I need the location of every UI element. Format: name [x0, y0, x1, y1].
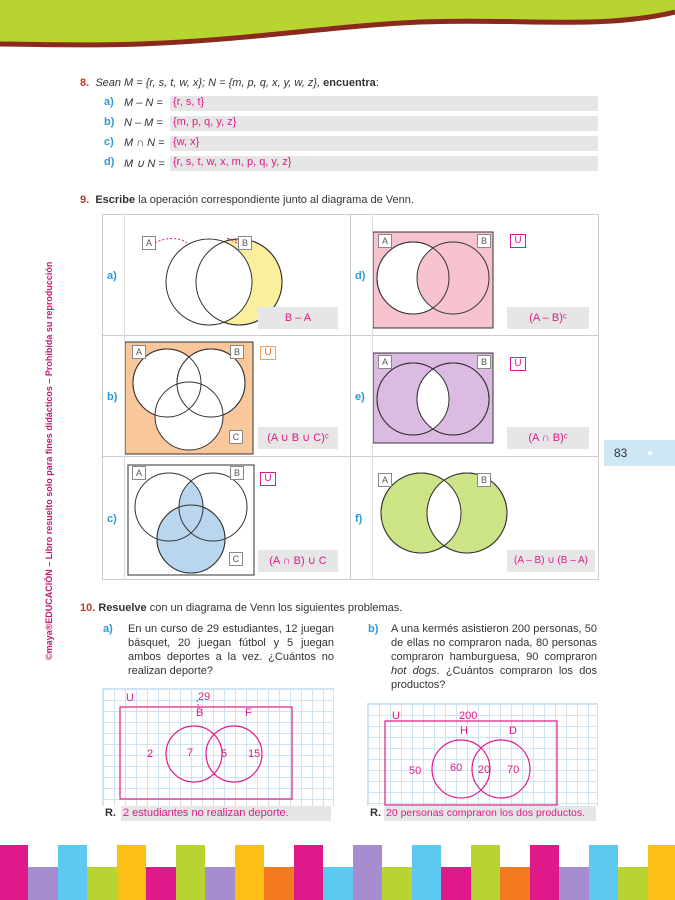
q9-answer-e[interactable]: (A ∩ B)ᶜ [507, 427, 589, 449]
set-label-b: B [477, 473, 491, 487]
set-label-b: B [477, 355, 491, 369]
set-label-b: B [230, 466, 244, 480]
header-wave [0, 0, 675, 50]
set-label-c: C [229, 430, 243, 444]
q10-b-answer-row: R. 20 personas compraron los dos productos. [367, 806, 598, 821]
set-label-b: B [477, 234, 491, 248]
set-label-a: A [378, 234, 392, 248]
universe-label: U [260, 472, 276, 486]
set-label-b: B [238, 236, 252, 250]
page-number-tab [604, 440, 675, 466]
q9-answer-a[interactable]: B – A [258, 307, 338, 329]
page-number: 83 [614, 446, 628, 460]
q9-answer-d[interactable]: (A – B)ᶜ [507, 307, 589, 329]
set-label-a: A [132, 466, 146, 480]
q9-label-d: d) [355, 270, 366, 282]
set-label-d: D [509, 725, 517, 737]
q10-b-only-d: 70 [507, 764, 520, 776]
question-8: 8. Sean M = {r, s, t, w, x}; N = {m, p, q, x, y, w, z}, encuentra: [80, 77, 379, 89]
q10-b-total: 200 [459, 710, 478, 722]
q10-a-venn [102, 688, 334, 808]
set-label-c: C [229, 552, 243, 566]
set-label-f: F [245, 707, 252, 719]
q8-item: d) M ∪ N = {r, s, t, w, x, m, p, q, y, z} [104, 156, 598, 172]
q9-label-c: c) [107, 513, 117, 525]
q9-label-a: a) [107, 270, 117, 282]
universe-label: U [260, 346, 276, 360]
q8-answer[interactable]: {r, s, t} [170, 96, 598, 111]
q8-item: c) M ∩ N = {w, x} [104, 136, 598, 152]
q10-b-venn [367, 703, 598, 807]
q10-a-answer-row: R. 2 estudiantes no realizan deporte. [102, 806, 334, 821]
q9-label-e: e) [355, 391, 365, 403]
q8-item: a) M – N = {r, s, t} [104, 96, 598, 112]
q10-label-b: b) [368, 623, 379, 635]
page-dot [648, 451, 652, 455]
q9-answer-c[interactable]: (A ∩ B) ∪ C [258, 550, 338, 572]
q10-b-answer[interactable]: 20 personas compraron los dos productos. [384, 806, 596, 821]
q9-answer-f[interactable]: (A – B) ∪ (B – A) [507, 550, 595, 572]
set-label-h: H [460, 725, 468, 737]
set-label-b: B [196, 707, 204, 719]
q10-b-text: A una kermés asistieron 200 personas, 50 de ellas no compraron nada, 80 personas compraron hamburguesa, 90 compraron hot dogs. ¿Cuántos compraron los dos productos? [391, 623, 597, 691]
q8-answer[interactable]: {r, s, t, w, x, m, p, q, y, z} [170, 156, 598, 171]
q10-a-both: 5 [221, 748, 228, 760]
footer-stripes [0, 845, 675, 900]
universe-label: U [126, 692, 134, 704]
q8-answer[interactable]: {w, x} [170, 136, 598, 151]
set-label-a: A [142, 236, 156, 250]
q9-answer-b[interactable]: (A ∪ B ∪ C)ᶜ [258, 427, 338, 449]
q9-label-f: f) [355, 513, 363, 525]
q10-b-both: 20 [478, 764, 491, 776]
q8-item: b) N – M = {m, p, q, y, z} [104, 116, 598, 132]
set-label-b: B [230, 345, 244, 359]
universe-label: U [510, 357, 526, 371]
question-9: 9. Escribe la operación correspondiente junto al diagrama de Venn. [80, 194, 414, 206]
copyright-side-text: ©maya®EDUCACIÓN – Libro resuelto solo para fines didácticos – Prohibida su reproducción [44, 261, 54, 660]
q10-b-outside: 50 [409, 765, 422, 777]
q8-number: 8. [80, 77, 90, 89]
q8-answer[interactable]: {m, p, q, y, z} [170, 116, 598, 131]
set-label-a: A [132, 345, 146, 359]
q10-label-a: a) [103, 623, 113, 635]
q10-a-only-b: 7 [187, 747, 194, 759]
q10-a-text: En un curso de 29 estudiantes, 12 juegan básquet, 20 juegan fútbol y 5 juegan ambos deportes a la vez. ¿Cuántos no realizan deporte? [128, 623, 334, 677]
question-10: 10. Resuelve con un diagrama de Venn los siguientes problemas. [80, 602, 403, 614]
set-label-a: A [378, 355, 392, 369]
q10-a-outside: 2 [147, 748, 154, 760]
universe-label: U [392, 710, 400, 722]
q9-label-b: b) [107, 391, 118, 403]
set-label-a: A [378, 473, 392, 487]
q10-a-total: 29 [198, 691, 211, 703]
q10-b-only-h: 60 [450, 762, 463, 774]
q8-prompt: Sean M = {r, s, t, w, x}; N = {m, p, q, x, y, w, z}, [95, 77, 321, 89]
universe-label: U [510, 234, 526, 248]
q10-a-only-f: 15 [248, 748, 261, 760]
q10-a-answer[interactable]: 2 estudiantes no realizan deporte. [121, 806, 331, 821]
q8-prompt-bold: encuentra [323, 77, 376, 89]
q9-divider [350, 214, 351, 580]
